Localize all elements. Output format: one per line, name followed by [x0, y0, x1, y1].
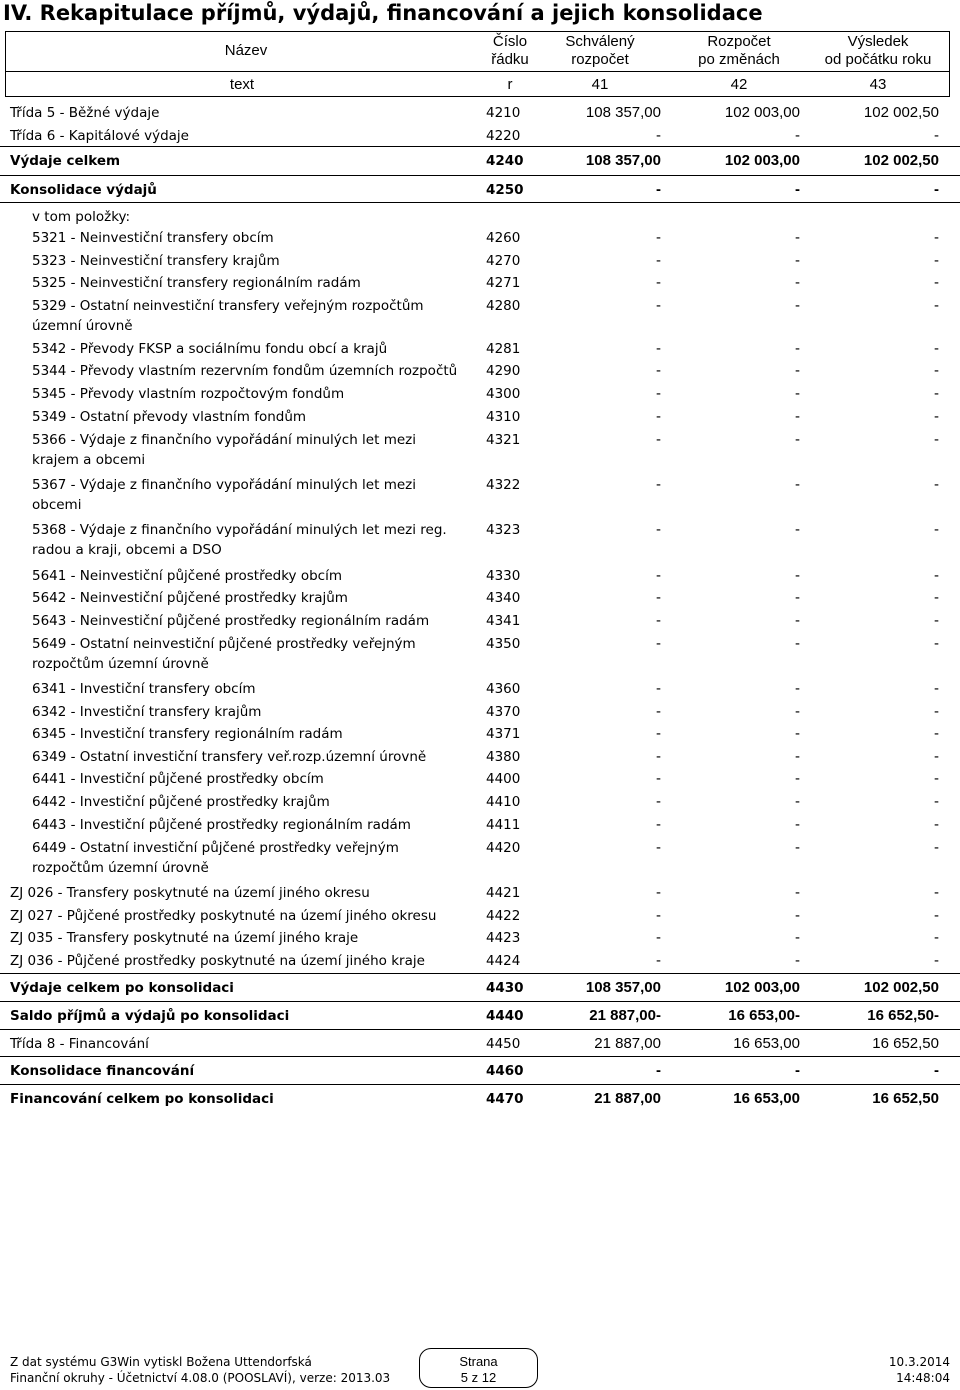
row-name	[10, 1089, 274, 1109]
row-name-line: radou a kraji, obcemi a DSO	[32, 542, 222, 558]
table-row	[0, 202, 960, 226]
row-value-v1: -	[656, 929, 661, 946]
row-value-v1: 21 887,00	[594, 1035, 661, 1052]
row-number: 4430	[486, 980, 524, 996]
table-row	[0, 906, 960, 930]
row-value-v3: -	[934, 839, 939, 856]
row-value-v1: -	[656, 385, 661, 402]
row-name	[32, 566, 342, 586]
row-value-v2: -	[795, 748, 800, 765]
table-row	[0, 951, 960, 975]
row-number: 4281	[486, 341, 521, 357]
row-value-v2: -	[795, 408, 800, 425]
row-value-v1: -	[656, 952, 661, 969]
row-name	[32, 339, 387, 359]
row-name	[32, 815, 411, 835]
row-name	[32, 475, 416, 515]
row-value-v1: -	[656, 793, 661, 810]
row-value-v1: 108 357,00	[585, 979, 661, 996]
row-value-v1: -	[656, 680, 661, 697]
row-name-line: 5329 - Ostatní neinvestiční transfery veřejným rozpočtům	[32, 298, 424, 314]
row-value-v3: -	[934, 793, 939, 810]
row-name-line: rozpočtům územní úrovně	[32, 656, 209, 672]
row-value-v3: -	[934, 567, 939, 584]
row-value-v2: -	[795, 567, 800, 584]
row-number: 4380	[486, 749, 521, 765]
page-footer	[0, 1345, 960, 1390]
row-value-v1: -	[656, 229, 661, 246]
row-value-v2: 16 653,00-	[728, 1007, 800, 1024]
row-name-line: Třída 8 - Financování	[10, 1036, 149, 1052]
row-value-v1: -	[656, 748, 661, 765]
table-row	[0, 838, 960, 882]
row-name-line: Výdaje celkem	[10, 153, 121, 169]
row-value-v2: -	[795, 793, 800, 810]
row-value-v3: -	[934, 884, 939, 901]
footer-page-value: 5 z 12	[460, 1370, 497, 1385]
table-row	[0, 520, 960, 564]
header-sub-41: 41	[591, 76, 609, 93]
table-row	[0, 273, 960, 297]
row-value-v1: -	[656, 816, 661, 833]
row-name	[32, 207, 130, 227]
row-number: 4410	[486, 794, 521, 810]
row-name-line: 5349 - Ostatní převody vlastním fondům	[32, 409, 307, 425]
row-value-v3: -	[934, 635, 939, 652]
row-value-v1: -	[656, 839, 661, 856]
header-sub-r: r	[507, 76, 513, 93]
table-row	[0, 769, 960, 793]
row-name-line: v tom položky:	[32, 209, 131, 225]
row-name	[10, 1006, 289, 1026]
row-name-line: Konsolidace financování	[10, 1063, 195, 1079]
row-name	[32, 384, 344, 404]
row-value-v3: -	[934, 770, 939, 787]
row-name	[32, 361, 457, 381]
row-value-v2: -	[795, 431, 800, 448]
row-name-line: ZJ 036 - Půjčené prostředky poskytnuté na území jiného kraje	[10, 953, 425, 969]
row-number: 4260	[486, 230, 521, 246]
row-value-v3: -	[934, 748, 939, 765]
row-value-v2: -	[795, 229, 800, 246]
row-value-v2: -	[795, 385, 800, 402]
row-name-line: ZJ 027 - Půjčené prostředky poskytnuté na území jiného okresu	[10, 908, 437, 924]
row-value-v3: 102 002,50	[863, 979, 939, 996]
row-number: 4310	[486, 409, 521, 425]
footer-source-line1: Z dat systému G3Win vytiskl Božena Uttendorfská	[10, 1355, 312, 1369]
row-value-v2: -	[795, 340, 800, 357]
row-value-v3: -	[934, 297, 939, 314]
table-row	[0, 973, 960, 997]
row-name-line: 5323 - Neinvestiční transfery krajům	[32, 253, 280, 269]
row-number: 4323	[486, 522, 521, 538]
table-row	[0, 747, 960, 771]
footer-page-label: Strana	[459, 1354, 498, 1369]
row-value-v1: -	[656, 725, 661, 742]
header-cislo-line1: Číslo	[492, 33, 528, 50]
row-value-v2: -	[795, 929, 800, 946]
table-row	[0, 407, 960, 431]
table-row	[0, 611, 960, 635]
row-name-line: 5641 - Neinvestiční půjčené prostředky obcím	[32, 568, 342, 584]
row-name-line: Saldo příjmů a výdajů po konsolidaci	[10, 1008, 290, 1024]
row-name-line: 5342 - Převody FKSP a sociálnímu fondu obcí a krajů	[32, 341, 388, 357]
row-name-line: 5367 - Výdaje z finančního vypořádání minulých let mezi	[32, 477, 416, 493]
row-value-v1: -	[656, 431, 661, 448]
header-rozpocet-line1: Rozpočet	[707, 33, 771, 50]
row-value-v3: -	[934, 589, 939, 606]
row-value-v1: -	[656, 340, 661, 357]
table-row	[0, 228, 960, 252]
table-row	[0, 475, 960, 519]
row-name-line: ZJ 035 - Transfery poskytnuté na území jiného kraje	[10, 930, 359, 946]
table-row	[0, 339, 960, 363]
row-name-line: rozpočtům územní úrovně	[32, 860, 209, 876]
row-name-line: Konsolidace výdajů	[10, 182, 157, 198]
row-value-v2: -	[795, 1062, 800, 1079]
row-name	[32, 520, 447, 560]
row-name	[10, 1034, 149, 1054]
row-number: 4220	[486, 128, 521, 144]
row-number: 4400	[486, 771, 521, 787]
row-value-v1: -	[656, 476, 661, 493]
row-name	[32, 702, 261, 722]
row-value-v1: -	[656, 362, 661, 379]
row-value-v1: 108 357,00	[585, 152, 661, 169]
row-number: 4330	[486, 568, 521, 584]
row-name	[10, 883, 370, 903]
row-value-v3: -	[934, 612, 939, 629]
header-cislo-line2: řádku	[491, 51, 529, 68]
row-number: 4360	[486, 681, 521, 697]
row-value-v3: -	[934, 680, 939, 697]
row-value-v1: -	[656, 567, 661, 584]
row-name-line: 6349 - Ostatní investiční transfery veř.rozp.územní úrovně	[32, 749, 427, 765]
row-value-v3: 102 002,50	[863, 152, 939, 169]
row-value-v2: -	[795, 362, 800, 379]
table-row	[0, 1029, 960, 1053]
row-name-line: 6442 - Investiční půjčené prostředky krajům	[32, 794, 330, 810]
row-value-v1: -	[656, 907, 661, 924]
row-name	[32, 407, 306, 427]
row-name-line: 5344 - Převody vlastním rezervním fondům územních rozpočtů	[32, 363, 458, 379]
row-name	[10, 1061, 194, 1081]
row-number: 4322	[486, 477, 521, 493]
row-name-line: 5642 - Neinvestiční půjčené prostředky krajům	[32, 590, 348, 606]
row-number: 4341	[486, 613, 521, 629]
row-name-line: Třída 6 - Kapitálové výdaje	[10, 128, 189, 144]
table-row	[0, 634, 960, 678]
row-value-v2: 16 653,00	[733, 1035, 800, 1052]
row-value-v2: -	[795, 476, 800, 493]
table-row	[0, 702, 960, 726]
footer-date: 10.3.2014	[888, 1355, 950, 1369]
row-number: 4250	[486, 182, 524, 198]
row-name-line: krajem a obcemi	[32, 452, 146, 468]
row-name	[32, 792, 330, 812]
row-value-v3: -	[934, 952, 939, 969]
row-number: 4421	[486, 885, 521, 901]
row-value-v3: -	[934, 703, 939, 720]
row-value-v3: -	[934, 725, 939, 742]
row-name	[10, 978, 234, 998]
row-number: 4290	[486, 363, 521, 379]
row-value-v1: 108 357,00	[585, 104, 661, 121]
row-value-v2: -	[795, 884, 800, 901]
row-value-v3: -	[934, 408, 939, 425]
header-vysledek-line1: Výsledek	[847, 33, 909, 50]
row-name-line: 5643 - Neinvestiční půjčené prostředky regionálním radám	[32, 613, 430, 629]
table-row	[0, 566, 960, 590]
row-value-v2: -	[795, 274, 800, 291]
row-value-v2: -	[795, 770, 800, 787]
row-number: 4460	[486, 1063, 524, 1079]
table-row	[0, 792, 960, 816]
row-value-v2: -	[795, 907, 800, 924]
row-value-v1: -	[656, 635, 661, 652]
row-number: 4321	[486, 432, 521, 448]
page-title: IV. Rekapitulace příjmů, výdajů, financování a jejich konsolidace	[3, 1, 763, 25]
row-value-v1: 21 887,00	[594, 1090, 661, 1107]
row-name	[32, 769, 324, 789]
row-value-v3: -	[934, 929, 939, 946]
row-name-line: 6345 - Investiční transfery regionálním radám	[32, 726, 343, 742]
table-row	[0, 815, 960, 839]
row-number: 4424	[486, 953, 521, 969]
row-number: 4210	[486, 105, 521, 121]
row-name-line: Financování celkem po konsolidaci	[10, 1091, 274, 1107]
row-value-v3: -	[934, 229, 939, 246]
row-name	[10, 151, 120, 171]
row-value-v3: -	[934, 816, 939, 833]
row-value-v3: -	[934, 181, 939, 198]
row-name	[32, 679, 256, 699]
row-value-v2: -	[795, 816, 800, 833]
row-value-v3: -	[934, 385, 939, 402]
row-number: 4240	[486, 153, 524, 169]
row-number: 4440	[486, 1008, 524, 1024]
row-name	[32, 588, 348, 608]
header-sub-text: text	[229, 76, 255, 93]
table-row	[0, 103, 960, 127]
row-name-line: ZJ 026 - Transfery poskytnuté na území jiného okresu	[10, 885, 370, 901]
row-name	[10, 906, 436, 926]
row-value-v3: -	[934, 431, 939, 448]
row-number: 4411	[486, 817, 521, 833]
row-value-v2: 16 653,00	[733, 1090, 800, 1107]
table-row	[0, 146, 960, 170]
row-number: 4470	[486, 1091, 524, 1107]
row-number: 4270	[486, 253, 521, 269]
footer-page-box	[419, 1348, 538, 1388]
row-value-v3: -	[934, 362, 939, 379]
row-value-v1: -	[656, 127, 661, 144]
row-value-v1: -	[656, 612, 661, 629]
table-row	[0, 251, 960, 275]
row-name	[32, 273, 361, 293]
row-value-v1: -	[656, 521, 661, 538]
row-number: 4370	[486, 704, 521, 720]
row-number: 4371	[486, 726, 521, 742]
header-nazev: Název	[224, 42, 268, 59]
row-value-v1: -	[656, 297, 661, 314]
footer-source-line2: Finanční okruhy - Účetnictví 4.08.0 (POOSLAVÍ), verze: 2013.03	[10, 1371, 391, 1385]
row-number: 4450	[486, 1036, 521, 1052]
row-name-line: 6441 - Investiční půjčené prostředky obcím	[32, 771, 324, 787]
row-name	[32, 838, 399, 878]
row-name	[32, 430, 416, 470]
table-row	[0, 384, 960, 408]
row-value-v2: 102 003,00	[724, 979, 800, 996]
row-value-v3: -	[934, 476, 939, 493]
row-name-line: 5368 - Výdaje z finančního vypořádání minulých let mezi reg.	[32, 522, 447, 538]
row-value-v3: 102 002,50	[863, 104, 939, 121]
table-row	[0, 588, 960, 612]
row-name	[32, 634, 416, 674]
row-name-line: 6341 - Investiční transfery obcím	[32, 681, 256, 697]
row-value-v1: 21 887,00-	[589, 1007, 661, 1024]
table-row	[0, 724, 960, 748]
row-name-line: obcemi	[32, 497, 82, 513]
row-name-line: 5366 - Výdaje z finančního vypořádání minulých let mezi	[32, 432, 416, 448]
row-value-v2: -	[795, 839, 800, 856]
header-vysledek-line2: od počátku roku	[824, 51, 932, 68]
row-value-v2: -	[795, 252, 800, 269]
row-name	[10, 126, 189, 146]
row-number: 4422	[486, 908, 521, 924]
header-sub-42: 42	[730, 76, 748, 93]
row-name-line: 6443 - Investiční půjčené prostředky regionálním radám	[32, 817, 411, 833]
row-value-v3: -	[934, 907, 939, 924]
row-value-v2: -	[795, 127, 800, 144]
row-value-v3: 16 652,50	[872, 1090, 939, 1107]
table-row	[0, 1001, 960, 1025]
table-row	[0, 430, 960, 474]
row-value-v3: 16 652,50	[872, 1035, 939, 1052]
row-value-v1: -	[656, 274, 661, 291]
row-name	[10, 928, 358, 948]
row-name-line: Výdaje celkem po konsolidaci	[10, 980, 234, 996]
row-name	[32, 724, 343, 744]
header-rozpocet-line2: po změnách	[698, 51, 780, 68]
row-name-line: územní úrovně	[32, 318, 133, 334]
header-schvaleny-line1: Schválený	[565, 33, 635, 50]
row-name	[32, 611, 429, 631]
row-name-line: Třída 5 - Běžné výdaje	[10, 105, 160, 121]
row-value-v2: -	[795, 612, 800, 629]
row-name	[32, 228, 274, 248]
table-row	[0, 175, 960, 199]
table-row	[0, 296, 960, 340]
table-row	[0, 361, 960, 385]
table-row	[0, 883, 960, 907]
row-number: 4280	[486, 298, 521, 314]
row-number: 4350	[486, 636, 521, 652]
row-value-v2: -	[795, 635, 800, 652]
row-name-line: 5345 - Převody vlastním rozpočtovým fondům	[32, 386, 345, 402]
row-name	[10, 103, 159, 123]
row-name-line: 6342 - Investiční transfery krajům	[32, 704, 262, 720]
table-row	[0, 1056, 960, 1080]
footer-time: 14:48:04	[896, 1371, 950, 1385]
row-number: 4271	[486, 275, 521, 291]
row-value-v1: -	[656, 252, 661, 269]
row-name-line: 6449 - Ostatní investiční půjčené prostředky veřejným	[32, 840, 399, 856]
row-name	[10, 951, 425, 971]
row-value-v1: -	[656, 408, 661, 425]
row-value-v1: -	[656, 884, 661, 901]
row-value-v3: -	[934, 274, 939, 291]
row-value-v2: -	[795, 680, 800, 697]
row-name	[32, 747, 426, 767]
row-value-v2: -	[795, 952, 800, 969]
row-value-v2: -	[795, 297, 800, 314]
row-value-v1: -	[656, 703, 661, 720]
row-value-v3: -	[934, 127, 939, 144]
row-value-v2: 102 003,00	[724, 152, 800, 169]
row-number: 4423	[486, 930, 521, 946]
row-value-v3: -	[934, 340, 939, 357]
row-number: 4420	[486, 840, 521, 856]
table-row	[0, 1084, 960, 1108]
row-name	[32, 251, 280, 271]
row-value-v2: -	[795, 703, 800, 720]
row-value-v1: -	[656, 770, 661, 787]
row-number: 4340	[486, 590, 521, 606]
row-value-v1: -	[656, 181, 661, 198]
row-name-line: 5649 - Ostatní neinvestiční půjčené prostředky veřejným	[32, 636, 416, 652]
table-row	[0, 928, 960, 952]
row-value-v2: 102 003,00	[724, 104, 800, 121]
footer-source	[10, 1354, 390, 1386]
row-name-line: 5325 - Neinvestiční transfery regionálním radám	[32, 275, 361, 291]
row-value-v2: -	[795, 589, 800, 606]
row-value-v3: 16 652,50-	[867, 1007, 939, 1024]
row-value-v2: -	[795, 725, 800, 742]
row-name-line: 5321 - Neinvestiční transfery obcím	[32, 230, 274, 246]
row-value-v1: -	[656, 1062, 661, 1079]
row-value-v2: -	[795, 181, 800, 198]
row-value-v3: -	[934, 1062, 939, 1079]
footer-timestamp	[889, 1354, 950, 1386]
row-number: 4300	[486, 386, 521, 402]
table-row	[0, 679, 960, 703]
row-value-v3: -	[934, 521, 939, 538]
row-value-v3: -	[934, 252, 939, 269]
row-value-v1: -	[656, 589, 661, 606]
header-sub-43: 43	[869, 76, 887, 93]
row-value-v2: -	[795, 521, 800, 538]
row-name	[32, 296, 424, 336]
row-name	[10, 180, 157, 200]
header-schvaleny-line2: rozpočet	[571, 51, 629, 68]
